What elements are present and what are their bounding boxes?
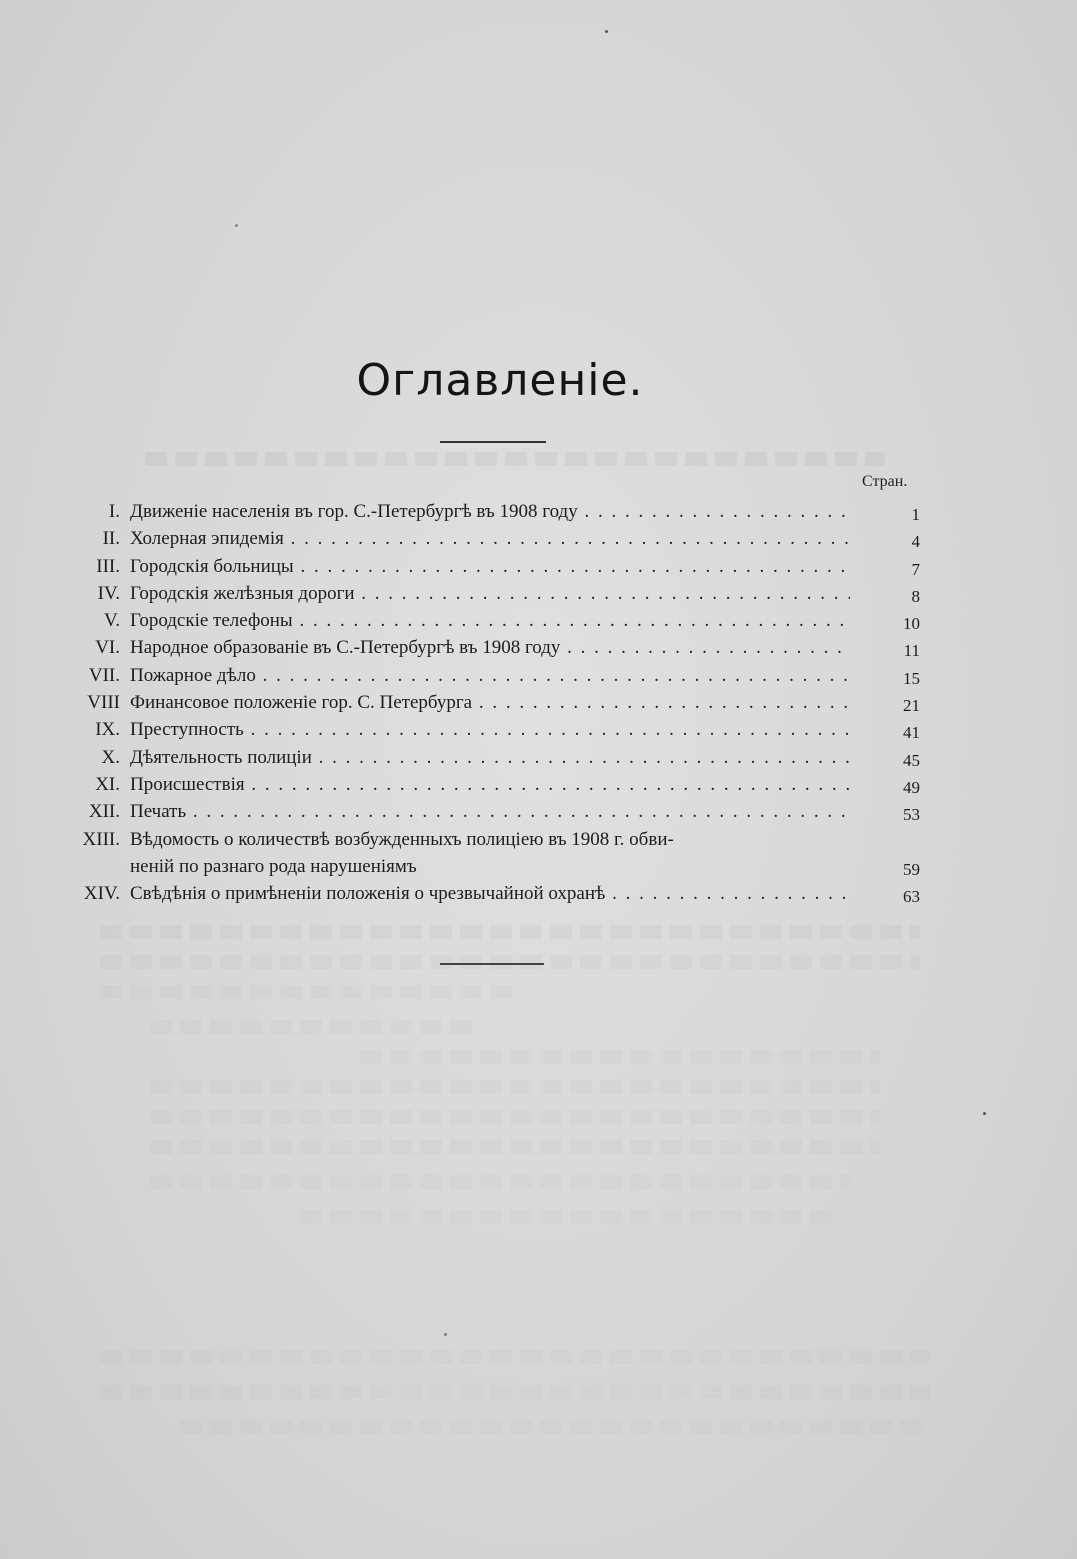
table-of-contents [60,498,920,907]
entry-number: VII. [88,664,120,686]
bleed-through-texture [150,1020,480,1034]
page-title: Оглавленіе. [356,355,644,406]
entry-number: III. [96,555,120,577]
bleed-through-texture [145,452,885,466]
toc-entry[interactable] [60,498,920,525]
entry-title: Городскіе телефоны . . . [130,607,850,634]
entry-number: I. [108,501,120,522]
entry-page: 53 [903,805,920,825]
bleed-through-texture [300,1210,840,1224]
entry-title: Преступность . . . [130,716,850,743]
entry-title: Пожарное дѣло . . . [130,662,850,689]
bleed-through-texture [360,1050,880,1064]
entry-page: 10 [903,614,920,634]
toc-entry[interactable] [60,880,920,907]
bleed-through-texture [100,1385,930,1399]
entry-title: Печать . . . [130,798,850,825]
entry-number: XIII. [82,828,120,850]
bleed-through-texture [100,925,920,939]
paper-speck [983,1112,986,1115]
toc-entry[interactable] [60,771,920,798]
pages-column-label: Стран. [862,473,908,490]
entry-number: XI. [95,773,120,795]
bleed-through-texture [150,1140,880,1154]
entry-title-line1: Вѣдомость о количествѣ возбужденныхъ полиціею въ 1908 г. обви- [130,828,674,850]
bleed-through-texture [180,1420,930,1434]
entry-title: Происшествія . . . [130,771,850,798]
toc-entry[interactable] [60,689,920,716]
entry-page: 49 [903,777,920,797]
entry-page: 63 [903,887,920,907]
entry-page: 59 [903,859,920,879]
toc-entry[interactable] [60,553,920,580]
toc-entry[interactable] [60,716,920,743]
entry-page: 4 [911,532,920,552]
entry-page: 15 [903,668,920,688]
toc-entry[interactable] [60,662,920,689]
bleed-through-texture [100,1350,930,1364]
entry-title: Холерная эпидемія . . . [130,525,850,552]
paper-speck [235,224,238,227]
toc-entry[interactable] [60,634,920,661]
entry-number: IX. [95,719,120,741]
entry-title: Народное образованіе въ С.-Петербургѣ въ 1908 году . . . [130,634,850,661]
entry-title: Дѣятельность полиціи . . . [130,744,850,771]
toc-entry[interactable] [60,580,920,607]
entry-number: VI. [95,637,120,659]
entry-page: 45 [903,750,920,770]
entry-number: II. [102,528,120,550]
entry-page: 7 [911,559,920,579]
toc-entry[interactable] [60,798,920,825]
bleed-through-texture [100,955,920,969]
toc-entry[interactable] [60,525,920,552]
entry-number: XIV. [83,883,120,905]
entry-number: V. [103,610,120,632]
entry-title: Свѣдѣнія о примѣненіи положенія о чрезвычайной охранѣ . . . [130,880,850,907]
bleed-through-texture [150,1110,880,1124]
entry-title: Городскія желѣзныя дороги . . . [130,580,850,607]
toc-entry[interactable] [60,826,920,881]
entry-title: Движеніе населенія въ гор. С.-Петербургѣ въ 1908 году . . . [130,498,850,525]
closing-divider [440,963,544,965]
toc-entry[interactable] [60,607,920,634]
entry-page: 21 [903,696,920,716]
entry-number: VIII [87,692,120,714]
bleed-through-texture [150,1175,850,1189]
paper-speck [605,30,608,33]
title-divider [440,441,546,443]
entry-title: Городскія больницы . . . [130,553,850,580]
entry-page: 11 [903,641,920,661]
entry-page: 8 [911,586,920,606]
paper-speck [444,1333,447,1336]
entry-number: XII. [88,801,120,823]
bleed-through-texture [100,985,520,999]
entry-title: Финансовое положеніе гор. С. Петербурга . . . [130,689,850,716]
entry-page: 41 [903,723,920,743]
toc-entry[interactable] [60,744,920,771]
entry-number: X. [101,746,120,768]
bleed-through-texture [150,1080,880,1094]
entry-number: IV. [97,582,120,604]
entry-page: 1 [911,505,920,524]
entry-title-line2: неній по разнаго рода нарушеніямъ [130,855,417,877]
